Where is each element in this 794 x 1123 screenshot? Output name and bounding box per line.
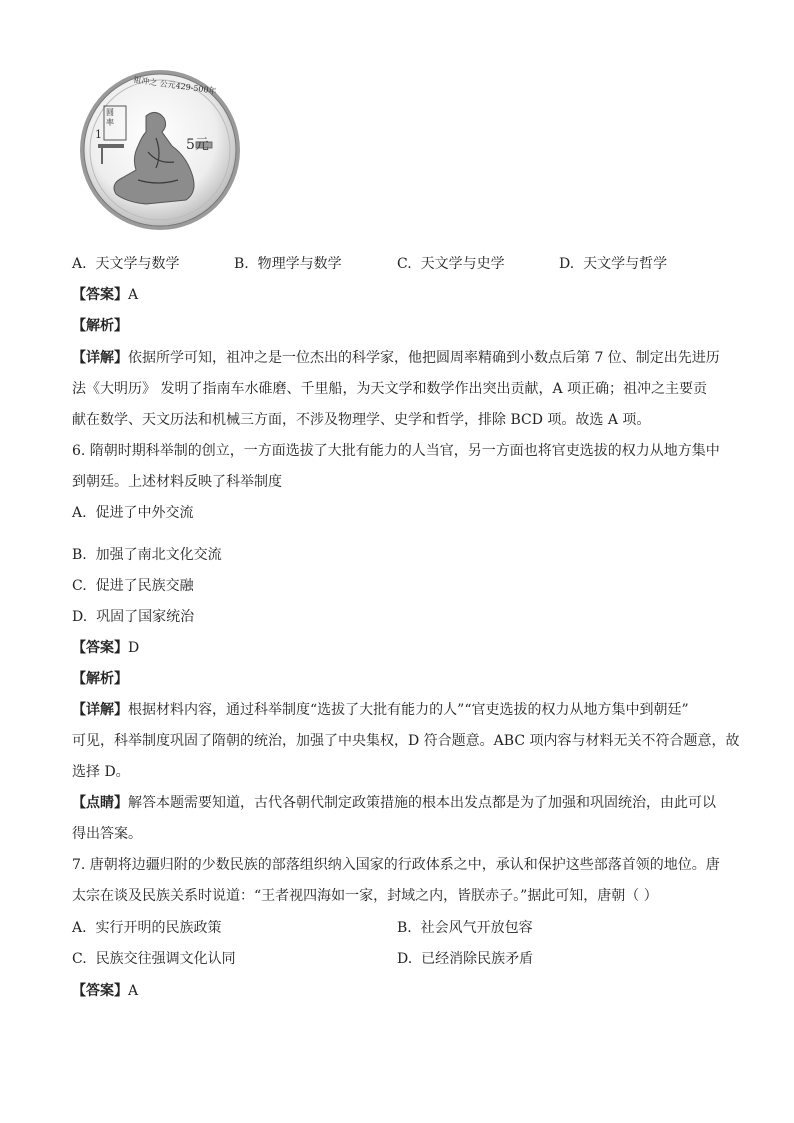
q5-option-b: B. 物理学与数学 <box>234 256 342 272</box>
q5-option-d: D. 天文学与哲学 <box>559 256 668 272</box>
coin-label-left: 圆率 <box>106 108 114 127</box>
q7-answer: 【答案】A <box>72 983 139 999</box>
q6-option-d: D. 巩固了国家统治 <box>72 609 195 625</box>
q6-stem-line-1: 6. 隋朝时期科举制的创立，一方面选拔了大批有能力的人当官，另一方面也将官吏选拔的权力从地方集中 <box>72 443 720 459</box>
q6-stem-line-2: 到朝廷。上述材料反映了科举制度 <box>72 474 282 490</box>
coin-value: 5元 <box>186 137 209 153</box>
q5-answer: 【答案】A <box>72 287 139 303</box>
q5-analysis-heading: 【解析】 <box>72 318 128 334</box>
q6-detail-line-1: 【详解】根据材料内容，通过科举制度“选拔了大批有能力的人”“官吏选拔的权力从地方集中到朝廷” <box>72 702 689 718</box>
coin-digit: 1 <box>95 128 102 141</box>
q6-option-a: A. 促进了中外交流 <box>72 505 194 521</box>
q7-option-d: D. 已经消除民族矛盾 <box>397 951 534 967</box>
q6-analysis-heading: 【解析】 <box>72 671 128 687</box>
q7-option-a: A. 实行开明的民族政策 <box>72 920 222 936</box>
q7-option-c: C. 民族交往强调文化认同 <box>72 951 236 967</box>
q6-detail-line-3: 选择 D。 <box>72 764 130 780</box>
coin-inscription: 祖冲之 公元429-500年 <box>132 75 218 96</box>
q6-option-b: B. 加强了南北文化交流 <box>72 547 222 563</box>
q6-comment-line-1: 【点睛】解答本题需要知道，古代各朝代制定政策措施的根本出发点都是为了加强和巩固统治，由此可以 <box>72 795 716 811</box>
q6-comment-line-2: 得出答案。 <box>72 826 142 842</box>
q5-option-a: A. 天文学与数学 <box>72 256 180 272</box>
q7-option-b: B. 社会风气开放包容 <box>397 920 533 936</box>
q6-option-c: C. 促进了民族交融 <box>72 578 194 594</box>
q6-detail-line-2: 可见，科举制度巩固了隋朝的统治，加强了中央集权，D 符合题意。ABC 项内容与材料无关不符合题意，故 <box>72 733 740 749</box>
q7-stem-line-2: 太宗在谈及民族关系时说道：“王者视四海如一家，封域之内，皆朕赤子。”据此可知，唐朝（ ） <box>72 888 658 904</box>
q7-stem-line-1: 7. 唐朝将边疆归附的少数民族的部落组织纳入国家的行政体系之中，承认和保护这些部落首领的地位。唐 <box>72 857 720 873</box>
q5-option-c: C. 天文学与史学 <box>397 256 505 272</box>
coin-image <box>78 68 242 232</box>
q5-detail-line-2: 法《大明历》 发明了指南车水碓磨、千里船，为天文学和数学作出突出贡献，A 项正确；祖冲之主要贡 <box>72 381 708 397</box>
q6-answer: 【答案】D <box>72 640 140 656</box>
q5-detail-line-1: 【详解】依据所学可知，祖冲之是一位杰出的科学家，他把圆周率精确到小数点后第 7 位、制定出先进历 <box>72 350 720 366</box>
q5-detail-line-3: 献在数学、天文历法和机械三方面，不涉及物理学、史学和哲学，排除 BCD 项。故选 A 项。 <box>72 412 651 428</box>
